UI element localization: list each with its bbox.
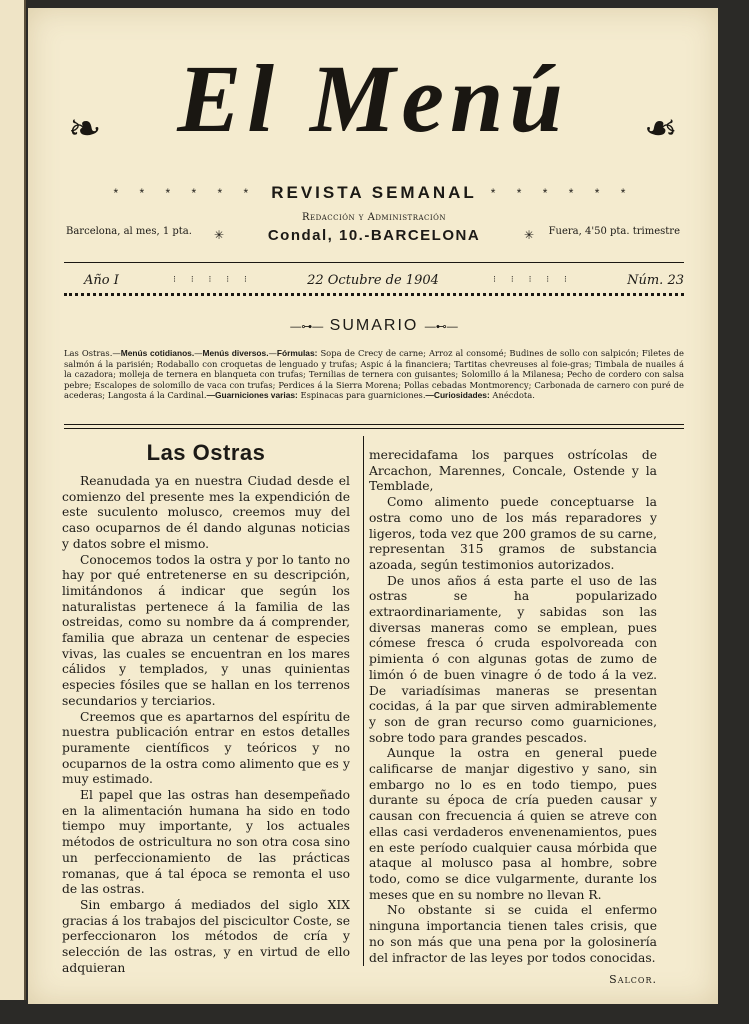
dots-decoration: ⁝ ⁝ ⁝ ⁝ ⁝ — [173, 275, 253, 285]
price-out: Fuera, 4'50 pta. trimestre — [548, 226, 680, 237]
adjacent-page-edge — [0, 0, 26, 1000]
subtitle: REVISTA SEMANAL — [271, 183, 477, 202]
sumario-guarniciones: Espinacas para guarniciones. — [297, 390, 426, 401]
paragraph: El papel que las ostras han desempeñado en la alimentación humana ha sido en todo tiempo muy importante, y los actuales métodos de ostricultura no son otra cosa sino un perfeccionamiento de las prácticas romanas, que á tal época se remonta el uso de las ostras. — [62, 788, 350, 897]
right-ornament-icon: ❧ — [644, 106, 678, 152]
column-divider — [363, 436, 364, 966]
issue-year: Año I — [84, 272, 119, 288]
paragraph: Reanudada ya en nuestra Ciudad desde el comienzo del presente mes la expendición de este suculento molusco, creemos muy del caso ocuparnos de él dando algunas noticias y datos sobre el mismo. — [62, 474, 350, 551]
article-title: Las Ostras — [146, 440, 266, 465]
sumario-intro: Las Ostras.— — [64, 348, 121, 358]
stars-right: * * * * * * — [490, 186, 635, 200]
sumario-title: SUMARIO — [329, 317, 419, 334]
issue-number: Núm. 23 — [627, 272, 684, 288]
admin-address: Condal, 10.-BARCELONA — [267, 227, 481, 244]
issue-date: 22 Octubre de 1904 — [307, 272, 439, 288]
paragraph: Conocemos todos la ostra y por lo tanto no hay por qué entretenerse en su descripción, limitándonos á indicar que según los naturalistas pertenece á la familia de las ostreidas, como su nombre da á comprender, familia que abraza un centenar de especies vivas, las cuales se encuentran en los mares cálidos y templados, y unas quinientas especies fósiles que se hallan en los terrenos secundarios y terciarios. — [62, 552, 350, 708]
sumario-heading — [64, 317, 684, 335]
paragraph: Como alimento puede conceptuarse la ostra como uno de los más reparadores y ligeros, toda vez que 200 gramos de su carne, representan 315 gramos de substancia azoada, según testimonios autorizados. — [369, 495, 657, 572]
paragraph: Creemos que es apartarnos del espíritu de nuestra publicación entrar en estos detalles puramente científicos y teóricos y no ocuparnos de la ostra como alimento que es y muy estimado. — [62, 709, 350, 787]
signature: Salcor. — [609, 973, 657, 987]
newspaper-title: El Menú — [177, 45, 569, 152]
article-column-left — [62, 474, 350, 977]
sumario-sep: — — [268, 348, 277, 358]
dotted-rule — [64, 293, 684, 296]
double-rule — [64, 424, 684, 425]
administration-row — [64, 212, 684, 256]
right-flourish-icon: —⊷— — [424, 321, 458, 333]
sumario-label-guarniciones: —Guarniciones varias: — [206, 390, 298, 401]
sparkle-icon: ✳ — [523, 228, 534, 242]
admin-label: Redacción y Administración — [301, 212, 447, 223]
sumario-text — [64, 348, 684, 401]
top-rule — [64, 262, 684, 263]
double-rule — [64, 428, 684, 429]
sumario-formulas: Sopa de Crecy de carne; Arroz al consomé; Budines de sollo con salpicón; Filetes de salmón á la parisién; Rodaballo con croquetas de lenguado y trufas; Aspic á la financiera; Tartitas chevreuses al foie-gras; Timbala de nuailes á la cazadora; molleja de ternera en blanqueta con trufas; Ternilias de ternera con guisantes; Solomillo á la Milanesa; Pecho de cordero con salsa pebre; Escalopes de solomillo de vaca con trufas; Perdices á la Sierra Morena; Pollas cebadas Montmorency; Carbonada de carnero con puré de acederas; Langosta á la Cardinal. — [64, 348, 684, 401]
subtitle-row — [64, 182, 684, 204]
sumario-label-cotidianos: Menús cotidianos. — [120, 348, 195, 358]
paragraph: No obstante si se cuida el enfermo ninguna importancia tienen tales crisis, que no son más que una pena por la golosinería del infractor de las leyes por todos conocidas. — [369, 903, 657, 965]
sumario-label-curiosidades: —Curiosidades: — [425, 390, 490, 401]
paragraph: merecidafama los parques ostrícolas de Arcachon, Marennes, Concale, Ostende y la Temblade, — [369, 448, 657, 494]
paragraph: Sin embargo á mediados del siglo XIX gracias á los trabajos del piscicultor Coste, se perfeccionaron los métodos de cría y selección de las ostras, y en virtud de ello adquieran — [62, 897, 350, 975]
price-local: Barcelona, al mes, 1 pta. — [66, 226, 192, 237]
newspaper-page — [28, 8, 718, 1004]
paragraph: Aunque la ostra en general puede calificarse de manjar digestivo y sano, sin embargo no lo es en todo tiempo, pues durante su época de cría pueden causar y causan con frecuencia á quien se atreve con ellas casi verdaderos envenenamientos, pues en este período cualquier causa mórbida que ataque al molusco pasa al hombre, sobre todo, como se dice vulgarmente, durante los meses que en su nombre no llevan R. — [369, 746, 657, 902]
sumario-curiosidades: Anécdota. — [489, 390, 535, 401]
stars-left: * * * * * * — [113, 186, 258, 200]
left-flourish-icon: —⊶— — [290, 321, 324, 333]
article-column-right — [369, 448, 657, 988]
sumario-label-diversos: Menús diversos. — [202, 348, 269, 358]
sparkle-icon: ✳ — [214, 228, 225, 242]
issue-row — [84, 270, 684, 290]
paragraph: De unos años á esta parte el uso de las ostras se ha popularizado extraordinariamente, y sabidas son las diversas maneras como se emplean, pues cómese fresca ó cruda espolvoreada con pimienta ó con algunas gotas de zumo de limón ó de buen vinagre ó de todo á la vez. De variadísimas maneras se presentan cocidas, á la par que sirven admirablemente y son de gran recurso como guarniciones, sobre todo para grandes pescados. — [369, 573, 657, 745]
sumario-sep: — — [194, 348, 203, 358]
masthead — [68, 44, 678, 164]
sumario-label-formulas: Fórmulas: — [276, 348, 318, 358]
dots-decoration: ⁝ ⁝ ⁝ ⁝ ⁝ — [493, 275, 573, 285]
left-ornament-icon: ❧ — [68, 106, 102, 152]
